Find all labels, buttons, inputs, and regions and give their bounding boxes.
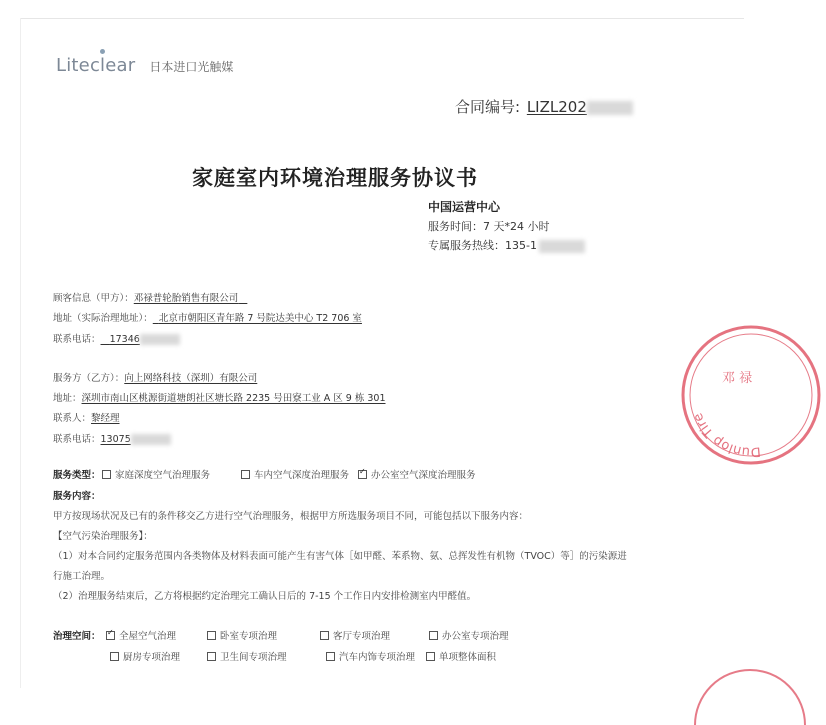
document-title: 家庭室内环境治理服务协议书 — [192, 166, 478, 190]
party-b-name: 向上网络科技（深圳）有限公司 — [124, 373, 258, 384]
party-b-info: 服务方（乙方）：向上网络科技（深圳）有限公司 — [53, 373, 258, 384]
party-a-phone: 联系电话： 17346 — [53, 331, 180, 345]
service-content-label: 服务内容： — [53, 491, 101, 502]
party-a-name: 邓禄普轮胎销售有限公司 — [133, 293, 239, 304]
redaction-blur — [587, 101, 633, 115]
service-type-label: 服务类型： — [53, 470, 101, 481]
checkbox-icon[interactable] — [241, 470, 250, 479]
party-b-phone-value: 13075 — [100, 434, 131, 445]
party-b-contact-value: 黎经理 — [91, 413, 120, 424]
brand-logo — [56, 55, 233, 76]
seal-text: Dunlop Tire — [690, 410, 762, 460]
checkbox-icon[interactable] — [326, 652, 335, 661]
party-a-address-value: 北京市朝阳区青年路 7 号院达美中心 T2 706 室 — [158, 313, 362, 324]
checkbox-checked-icon[interactable] — [358, 470, 367, 479]
party-b-phone: 联系电话：13075 — [53, 431, 171, 445]
party-b-address-value: 深圳市南山区桃源街道塘朗社区塘长路 2235 号田寮工业 A 区 9 栋 301 — [81, 393, 386, 404]
service-content-intro: 甲方按现场状况及已有的条件移交乙方进行空气治理服务，根据甲方所选服务项目不同，可能包括以下服务内容： — [53, 511, 529, 522]
party-a-info: 顾客信息（甲方）：邓禄普轮胎销售有限公司 — [53, 293, 239, 304]
service-hours: 服务时间：7 天*24 小时 — [428, 220, 550, 233]
service-content-item-1: （1）对本合同约定服务范围内各类物体及材料表面可能产生有害气体［如甲醛、苯系物、氨、总挥发性有机物（TVOC）等］的污染源进 — [53, 551, 627, 562]
checkbox-icon[interactable] — [110, 652, 119, 661]
service-type-option-office[interactable]: ✓ 办公室空气深度治理服务 — [358, 467, 476, 481]
logo-tagline: 日本进口光触媒 — [149, 60, 234, 74]
party-b-address: 地址：深圳市南山区桃源街道塘朗社区塘长路 2235 号田寮工业 A 区 9 栋 301 — [53, 393, 386, 404]
service-type-row — [53, 467, 101, 481]
service-content-section: 【空气污染治理服务】： — [53, 531, 153, 542]
space-option-bathroom[interactable]: 卫生间专项治理 — [207, 649, 287, 663]
checkbox-checked-icon[interactable] — [106, 631, 115, 640]
checkbox-icon[interactable] — [207, 631, 216, 640]
logo-dot-icon — [100, 49, 105, 54]
contract-number — [455, 96, 633, 117]
contract-number-value: LIZL202 — [527, 98, 633, 116]
space-option-kitchen[interactable]: 厨房专项治理 — [110, 649, 180, 663]
party-b-contact: 联系人：黎经理 — [53, 413, 120, 424]
logo-wordmark: Liteclear — [56, 55, 136, 76]
treatment-space-row — [53, 628, 101, 642]
checkbox-icon[interactable] — [102, 470, 111, 479]
space-option-whole-house[interactable]: ✓ 全屋空气治理 — [106, 628, 176, 642]
party-a-phone-value: 17346 — [109, 334, 140, 345]
service-hotline: 专属服务热线：135-1 — [428, 237, 585, 253]
space-option-living-room[interactable]: 客厅专项治理 — [320, 628, 390, 642]
redaction-blur — [539, 240, 585, 253]
treatment-space-label: 治理空间： — [53, 631, 101, 642]
second-seal-stamp — [690, 665, 810, 725]
seal-chars: 邓 禄 — [722, 371, 753, 386]
service-type-option-home[interactable]: 家庭深度空气治理服务 — [102, 467, 210, 481]
company-seal-stamp — [676, 320, 826, 470]
redaction-blur — [131, 434, 171, 445]
service-content-item-1-cont: 行施工治理。 — [53, 571, 111, 582]
checkbox-icon[interactable] — [320, 631, 329, 640]
checkbox-icon[interactable] — [426, 652, 435, 661]
space-option-single-area[interactable]: 单项整体面积 — [426, 649, 496, 663]
frame-left-line — [20, 18, 21, 688]
contract-number-label: 合同编号: — [455, 98, 525, 116]
checkbox-icon[interactable] — [429, 631, 438, 640]
frame-top-line — [20, 18, 744, 19]
redaction-blur — [140, 334, 180, 345]
party-a-address: 地址（实际治理地址）： 北京市朝阳区青年路 7 号院达美中心 T2 706 室 — [53, 313, 362, 324]
space-option-bedroom[interactable]: 卧室专项治理 — [207, 628, 277, 642]
checkbox-icon[interactable] — [207, 652, 216, 661]
service-content-item-2: （2）治理服务结束后，乙方将根据约定治理完工确认日后的 7-15 个工作日内安排检测室内甲醛值。 — [53, 591, 477, 602]
space-option-office[interactable]: 办公室专项治理 — [429, 628, 509, 642]
space-option-car-interior[interactable]: 汽车内饰专项治理 — [326, 649, 415, 663]
service-center-name: 中国运营中心 — [428, 200, 501, 214]
service-type-option-car[interactable]: 车内空气深度治理服务 — [241, 467, 349, 481]
